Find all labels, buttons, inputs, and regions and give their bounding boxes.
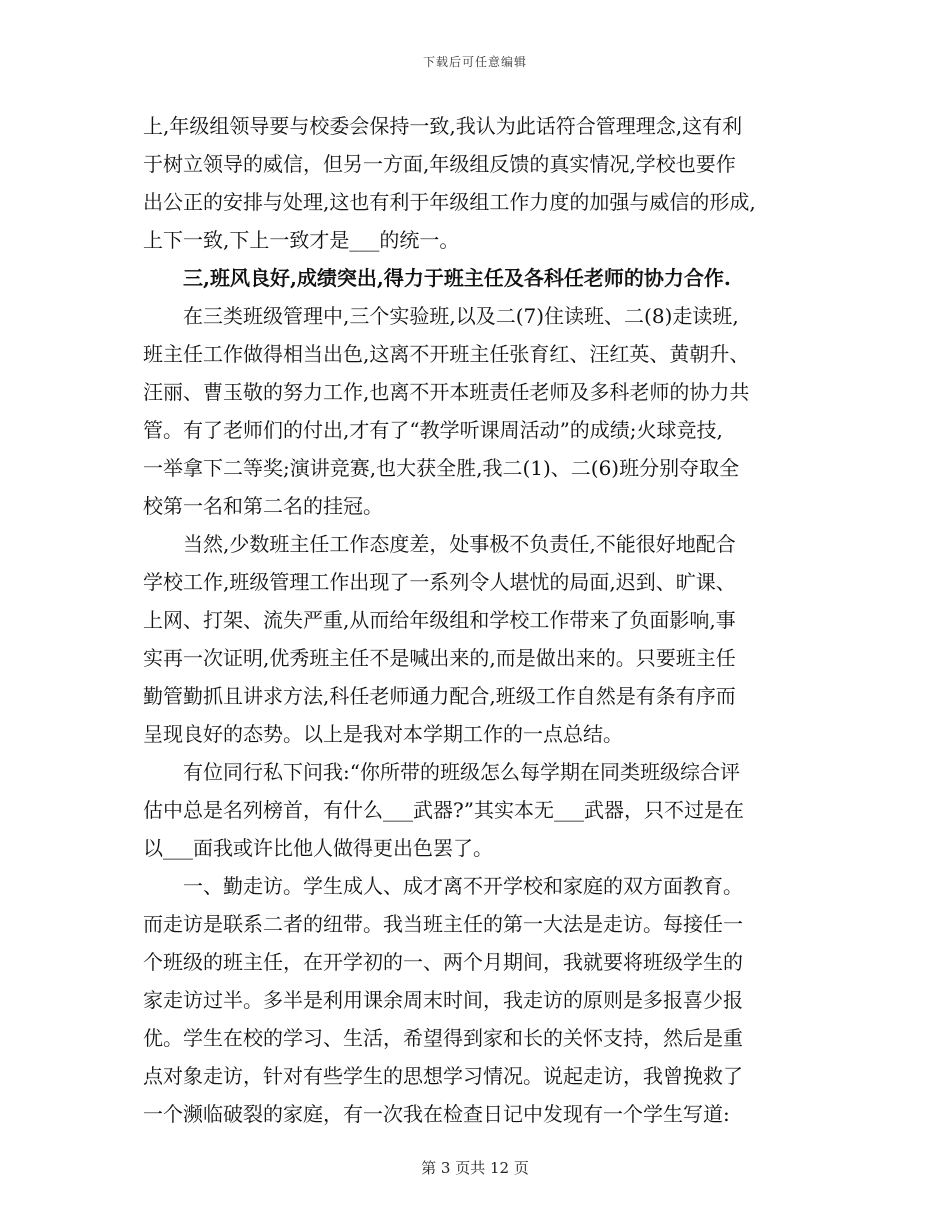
text-line: 优。学生在校的学习、生活，希望得到家和长的关怀支持，然后是重	[143, 1026, 743, 1050]
text-line: 学校工作,班级管理工作出现了一系列令人堪忧的局面,迟到、旷课、	[143, 570, 736, 594]
text-line: 于树立领导的威信，但另一方面,年级组反馈的真实情况,学校也要作	[143, 152, 736, 176]
page-footer: 第 3 页共 12 页	[421, 1159, 529, 1177]
section-heading: 三,班风良好,成绩突出,得力于班主任及各科任老师的协力合作.	[183, 266, 731, 290]
text-line: 以___面我或许比他人做得更出色罢了。	[143, 836, 493, 860]
text-line: 一举拿下二等奖;演讲竞赛,也大获全胜,我二(1)、二(6)班分别夺取全	[143, 456, 740, 480]
text-line: 呈现良好的态势。以上是我对本学期工作的一点总结。	[143, 722, 623, 746]
text-line: 在三类班级管理中,三个实验班,以及二(7)住读班、二(8)走读班,	[183, 304, 739, 328]
text-line: 而走访是联系二者的纽带。我当班主任的第一大法是走访。每接任一	[143, 912, 743, 936]
text-line: 管。有了老师们的付出,才有了“教学听课周活动”的成绩;火球竞技,	[143, 418, 723, 442]
text-line: 汪丽、曹玉敬的努力工作,也离不开本班责任老师及多科老师的协力共	[143, 380, 750, 404]
text-line: 上下一致,下上一致才是___的统一。	[143, 228, 460, 252]
document-body	[143, 107, 813, 1133]
text-line: 上,年级组领导要与校委会保持一致,我认为此话符合管理理念,这有利	[143, 114, 743, 138]
text-line: 实再一次证明,优秀班主任不是喊出来的,而是做出来的。只要班主任	[143, 646, 736, 670]
page-header: 下载后可任意编辑	[422, 55, 527, 69]
text-line: 班主任工作做得相当出色,这离不开班主任张育红、汪红英、黄朝升、	[143, 342, 750, 366]
text-line: 一个濒临破裂的家庭，有一次我在检查日记中发现有一个学生写道:	[143, 1102, 730, 1126]
text-line: 估中总是名列榜首，有什么___武器?”其实本无___武器，只不过是在	[143, 798, 744, 822]
text-line: 一、勤走访。学生成人、成才离不开学校和家庭的双方面教育。	[183, 874, 743, 898]
text-line: 家走访过半。多半是利用课余周末时间，我走访的原则是多报喜少报	[143, 988, 743, 1012]
text-line: 有位同行私下问我:“你所带的班级怎么每学期在同类班级综合评	[183, 760, 740, 784]
text-line: 勤管勤抓且讲求方法,科任老师通力配合,班级工作自然是有条有序而	[143, 684, 736, 708]
text-line: 个班级的班主任，在开学初的一、两个月期间，我就要将班级学生的	[143, 950, 743, 974]
text-line: 校第一名和第二名的挂冠。	[143, 494, 383, 518]
text-line: 出公正的安排与处理,这也有利于年级组工作力度的加强与威信的形成,	[143, 190, 756, 214]
text-line: 当然,少数班主任工作态度差，处事极不负责任,不能很好地配合	[183, 532, 736, 556]
text-line: 上网、打架、流失严重,从而给年级组和学校工作带来了负面影响,事	[143, 608, 736, 632]
text-line: 点对象走访，针对有些学生的思想学习情况。说起走访，我曾挽救了	[143, 1064, 743, 1088]
